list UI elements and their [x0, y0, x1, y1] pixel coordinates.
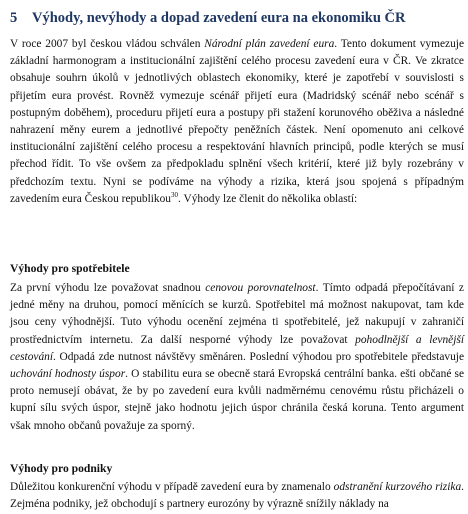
consumer-text-3: . Odpadá zde nutnost návštěvy směnáren. Poslední výhodou pro spotřebitele představuje	[53, 350, 464, 363]
section-number: 5	[10, 10, 18, 26]
consumer-paragraph	[10, 280, 464, 435]
intro-text-3: . Výhody lze členit do několika oblastí:	[178, 192, 358, 205]
business-emphasis-1: odstranění kurzového rizika	[333, 481, 462, 493]
footnote-marker: 30	[171, 191, 178, 200]
business-paragraph	[10, 479, 464, 513]
consumer-emphasis-1: cenovou porovnatelnost	[205, 282, 316, 294]
section-title: Výhody, nevýhody a dopad zavedení eura na ekonomiku ČR	[32, 10, 406, 26]
business-text-1: Důležitou konkurenční výhodu v případě zavedení eura by znamenalo	[10, 481, 334, 493]
intro-text-2: . Tento dokument vymezuje základní harmonogram a institucionální zajištění celého procesu zavedení eura v ČR. Ve zkratce obsahuje souhrn úkolů v jednotlivých oblastech ekonomiky, které je zapotřebí v souvislosti s přijetím eura provést. Rovněž vymezuje scénář přijetí eura (Madridský scénář nebo scénář s postupným doběhem), proceduru přijetí eura a postupy při stažení korunového oběživa a následné nahrazení měny eurem a jednotlivé přepočty peněžních částek. Není opomenuto ani celkové institucionální zajištění celého procesu a respektování hlavních principů, podle kterých se musí přechod řídit. To vše ovšem za předpokladu splnění všech kritérií, které již byly rozebrány v předchozím textu. Nyni se podíváme na výhody a rizika, která jsou spojená s případným zavedením eura Českou republikou	[10, 38, 465, 205]
consumer-text-2: . Tímto odpadá přepočítávaní z jedné měny na druhou, pomocí měnících se kurzů. Spotřebitel má možnost nakupovat, tam kde jsou ceny výhodnější. Tuto výhodu ocenění zejména ti spotřebitelé, jež nakupují v zahraničí prostřednictvím internetu. Za další nesporné výhody lze považovat	[10, 282, 464, 346]
consumer-text-1: Za první výhodu lze považovat snadnou	[10, 282, 206, 294]
consumer-text-4: . O stabilitu eura se obecně stará Evropská centrální banka. ešti občané se proto nemusejí obávat, že by po zavedení eura kvůli nadměrnému cenovému růstu přicházeli o kupní sílu svých úspor, stejně jako hodnotu jejich úspor chránila česká koruna. Tento argument však mnoho občanů považuje za sporný.	[10, 368, 465, 432]
business-heading: Výhody pro podniky	[10, 462, 113, 475]
consumer-emphasis-3: uchování hodnosty úspor	[10, 368, 126, 381]
intro-text-1: V roce 2007 byl českou vládou schválen	[10, 38, 205, 50]
intro-paragraph	[10, 36, 464, 208]
business-text-2: . Zejména podniky, jež obchodují s partnery eurozóny by výrazně snížily náklady na	[10, 481, 464, 511]
section-heading	[10, 10, 462, 27]
consumer-heading: Výhody pro spotřebitele	[10, 262, 130, 275]
intro-emphasis-plan: Národní plán zavedení eura	[204, 38, 335, 50]
consumer-emphasis-2: pohodlnější a levnější cestování	[10, 333, 464, 363]
